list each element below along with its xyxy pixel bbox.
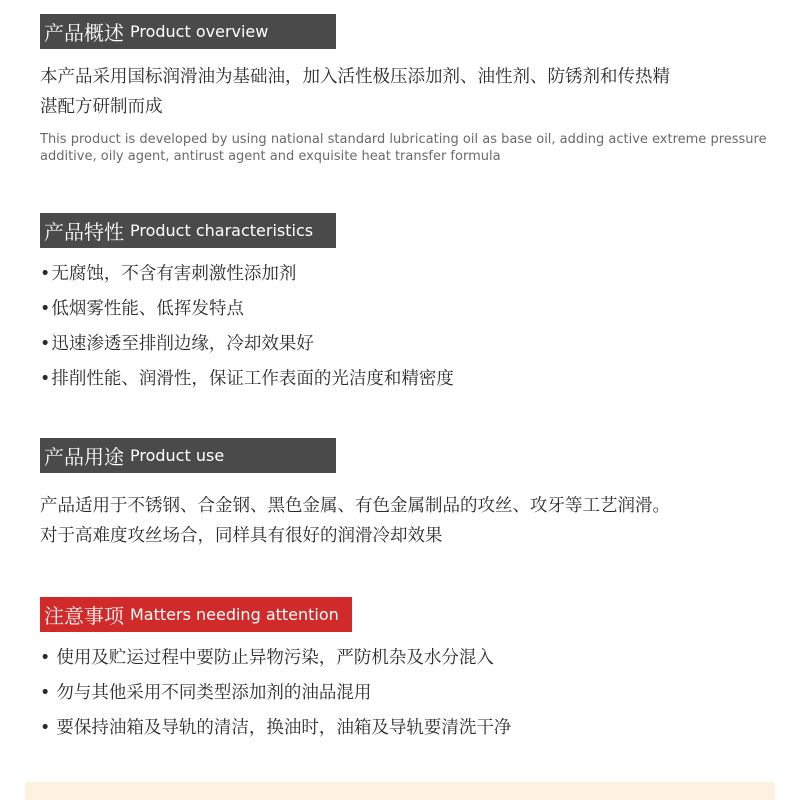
overview-header <box>40 14 336 49</box>
characteristics-header <box>40 213 336 248</box>
characteristics-title-en: Product characteristics <box>130 221 314 240</box>
list-item: •低烟雾性能、低挥发特点 <box>40 292 770 327</box>
overview-title-zh: 产品概述 <box>44 21 124 45</box>
overview-text-zh-line2: 湛配方研制而成 <box>40 97 163 117</box>
bullet: • <box>40 334 51 354</box>
overview-title-en: Product overview <box>130 22 269 41</box>
characteristics-list <box>40 257 770 397</box>
bullet: • <box>40 718 51 738</box>
bullet: • <box>40 648 51 668</box>
bottom-strip <box>25 782 775 800</box>
bullet: • <box>40 299 51 319</box>
bullet: • <box>40 369 51 389</box>
attention-title-en: Matters needing attention <box>130 605 339 624</box>
list-item: •迅速渗透至排削边缘，冷却效果好 <box>40 327 770 362</box>
list-item: •排削性能、润滑性，保证工作表面的光洁度和精密度 <box>40 362 770 397</box>
overview-text-zh-line1: 本产品采用国标润滑油为基础油，加入活性极压添加剂、油性剂、防锈剂和传热精 <box>40 67 670 87</box>
use-title-en: Product use <box>130 446 225 465</box>
overview-text-en <box>40 131 775 165</box>
list-item: • 使用及贮运过程中要防止异物污染，严防机杂及水分混入 <box>40 641 770 676</box>
use-title-zh: 产品用途 <box>44 445 124 469</box>
bullet: • <box>40 264 51 284</box>
bullet: • <box>40 683 51 703</box>
overview-text-zh <box>40 62 770 122</box>
characteristics-title-zh: 产品特性 <box>44 220 124 244</box>
use-header <box>40 438 336 473</box>
attention-title-zh: 注意事项 <box>44 604 124 628</box>
use-text-line1: 产品适用于不锈钢、合金钢、黑色金属、有色金属制品的攻丝、攻牙等工艺润滑。 <box>40 496 670 516</box>
attention-header <box>40 597 352 632</box>
overview-text-en-line1: This product is developed by using national standard lubricating oil as base oil, adding active extreme pressure <box>40 132 767 147</box>
list-item: • 勿与其他采用不同类型添加剂的油品混用 <box>40 676 770 711</box>
list-item: • 要保持油箱及导轨的清洁，换油时，油箱及导轨要清洗干净 <box>40 711 770 746</box>
use-text-line2: 对于高难度攻丝场合，同样具有很好的润滑冷却效果 <box>40 526 443 546</box>
overview-text-en-line2: additive, oily agent, antirust agent and exquisite heat transfer formula <box>40 149 501 164</box>
list-item: •无腐蚀，不含有害刺激性添加剂 <box>40 257 770 292</box>
use-text <box>40 491 770 551</box>
attention-list <box>40 641 770 746</box>
